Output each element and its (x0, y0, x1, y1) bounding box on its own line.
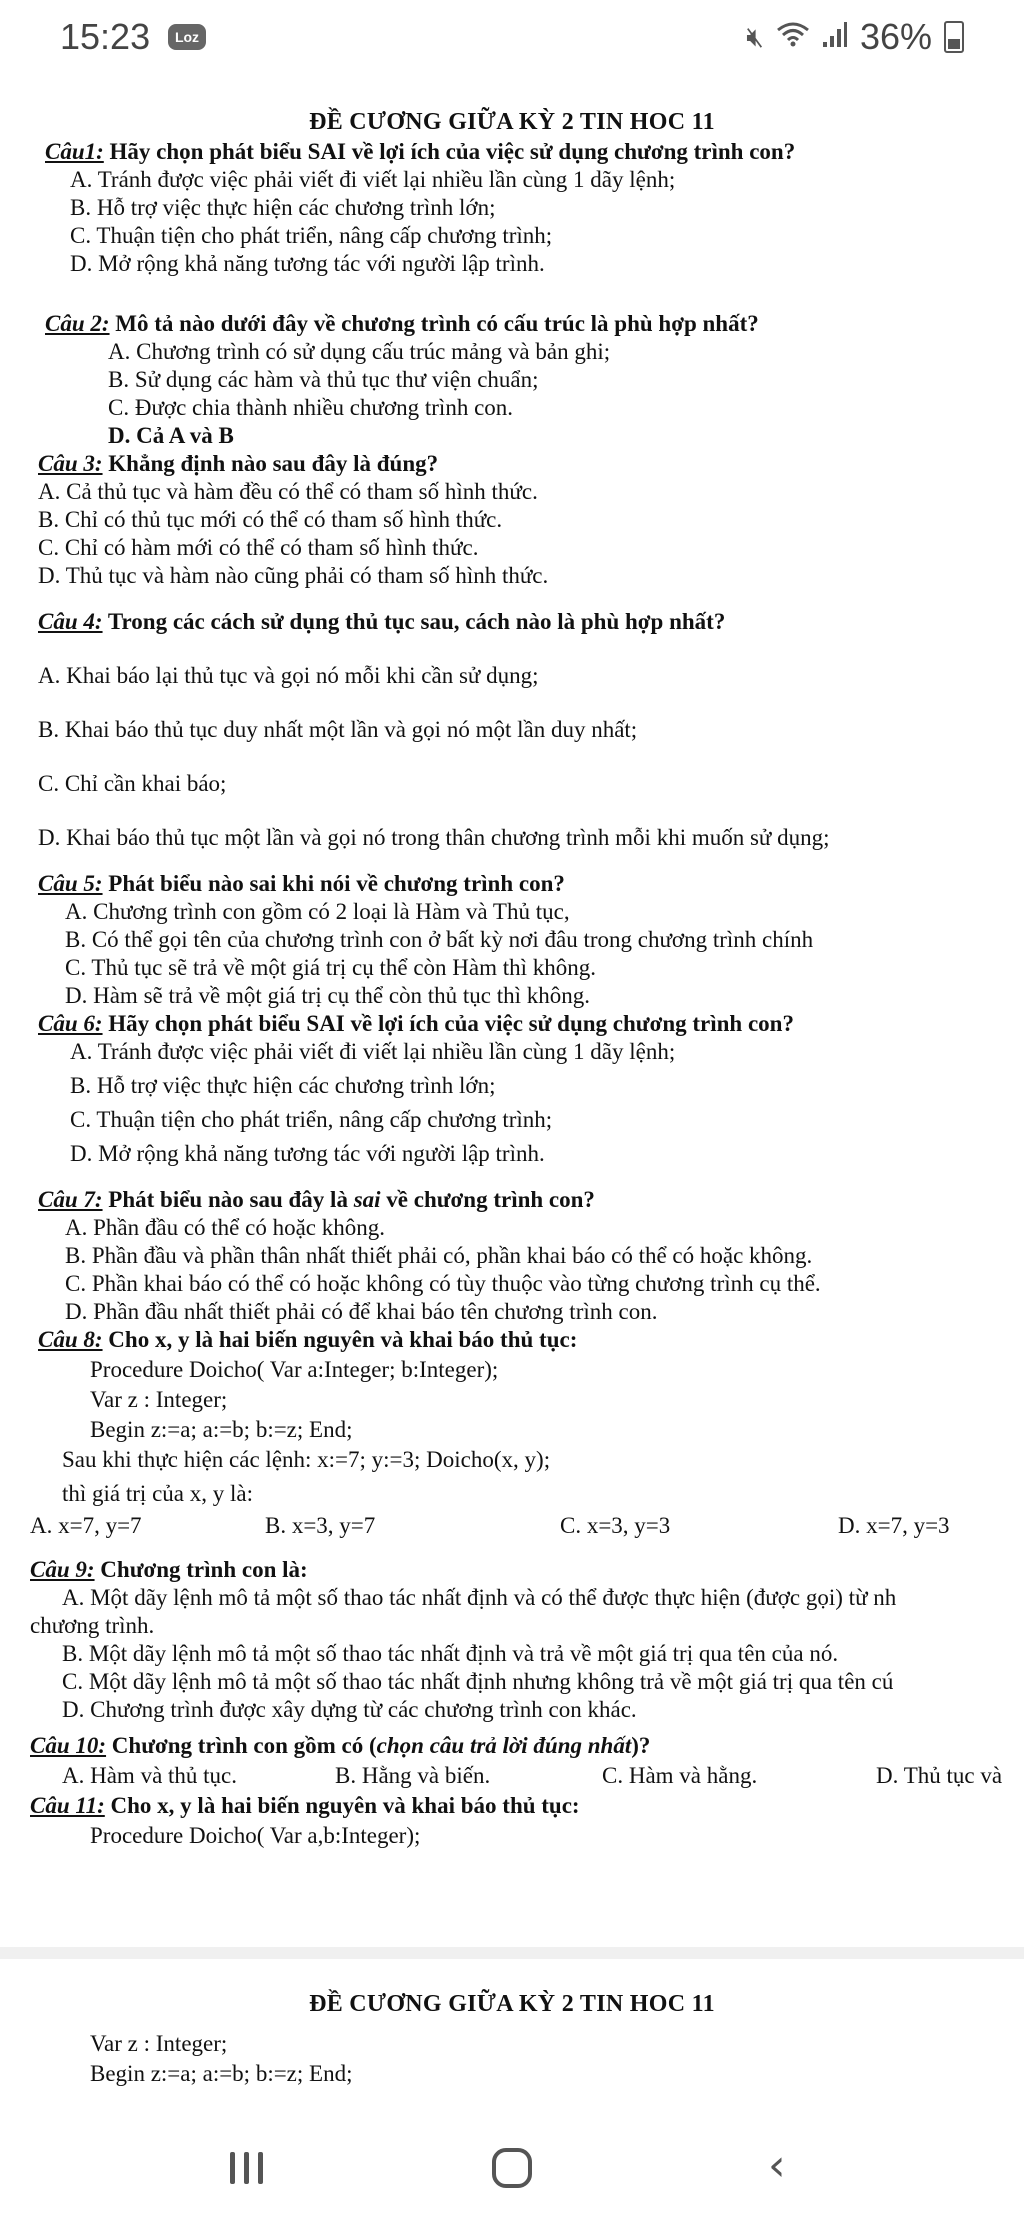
option-b: B. Khai báo thủ tục duy nhất một lần và gọi nó một lần duy nhất; (38, 717, 638, 742)
option-b: B. Hỗ trợ việc thực hiện các chương trình lớn; (70, 195, 496, 220)
question-text-end: )? (631, 1733, 651, 1758)
page-title: ĐỀ CƯƠNG GIỮA KỲ 2 TIN HOC 11 (309, 109, 715, 135)
question-emphasis: sai (353, 1187, 381, 1212)
option-b: B. Hằng và biến. (335, 1763, 491, 1788)
option-d: D. Cả A và B (108, 423, 234, 448)
document-page-2[interactable] (0, 1960, 1024, 2110)
option-a: A. Phần đầu có thể có hoặc không. (65, 1215, 386, 1240)
option-b: B. x=3, y=7 (265, 1513, 376, 1538)
question-label: Câu 6: (38, 1011, 103, 1036)
question-text-end: về chương trình con? (380, 1187, 595, 1212)
page-title: ĐỀ CƯƠNG GIỮA KỲ 2 TIN HOC 11 (309, 1991, 715, 2017)
option-b: B. Chỉ có thủ tục mới có thể có tham số hình thức. (38, 507, 503, 532)
back-icon[interactable]: ‹ (768, 2140, 786, 2191)
question-text: Trong các cách sử dụng thủ tục sau, cách nào là phù hợp nhất? (102, 609, 726, 634)
question-label: Câu 8: (38, 1327, 103, 1352)
code-line: Procedure Doicho( Var a,b:Integer); (90, 1823, 421, 1848)
question-label: Câu 3: (38, 451, 103, 476)
status-bar (0, 0, 1024, 80)
question-5 (38, 870, 565, 898)
question-11 (30, 1792, 580, 1820)
navigation-bar (0, 2110, 1024, 2219)
battery-icon (944, 21, 964, 53)
question-label: Câu 9: (30, 1557, 95, 1582)
option-a: A. Một dãy lệnh mô tả một số thao tác nhất định và có thể được thực hiện (được gọi) từ nh (62, 1585, 897, 1610)
document-page[interactable] (0, 80, 1024, 1940)
instruction-text: Sau khi thực hiện các lệnh: x:=7; y:=3; Doicho(x, y); (62, 1447, 551, 1472)
code-line: Var z : Integer; (90, 2031, 228, 2056)
code-line: Var z : Integer; (90, 1387, 228, 1412)
question-6 (38, 1010, 794, 1038)
question-label: Câu 5: (38, 871, 103, 896)
app-badge-icon: Loz (168, 24, 206, 50)
option-c: C. Thủ tục sẽ trả về một giá trị cụ thể còn Hàm thì không. (65, 955, 597, 980)
question-label: Câu 2: (45, 311, 110, 336)
instruction-text: thì giá trị của x, y là: (62, 1481, 253, 1506)
recent-apps-icon[interactable] (230, 2152, 263, 2184)
question-text: Cho x, y là hai biến nguyên và khai báo thủ tục: (104, 1793, 580, 1818)
question-text: Phát biểu nào sau đây là (102, 1187, 354, 1212)
question-label: Câu 7: (38, 1187, 103, 1212)
option-c: C. Chỉ có hàm mới có thể có tham số hình thức. (38, 535, 479, 560)
wifi-icon (776, 20, 810, 55)
option-a: A. Chương trình có sử dụng cấu trúc mảng và bản ghi; (108, 339, 611, 364)
option-c: C. x=3, y=3 (560, 1513, 671, 1538)
option-a: A. x=7, y=7 (30, 1513, 142, 1538)
option-c: C. Chỉ cần khai báo; (38, 771, 227, 796)
option-d: D. Hàm sẽ trả về một giá trị cụ thể còn thủ tục thì không. (65, 983, 591, 1008)
option-c: C. Hàm và hằng. (602, 1763, 758, 1788)
option-a: A. Tránh được việc phải viết đi viết lại nhiều lần cùng 1 dãy lệnh; (70, 1039, 676, 1064)
option-d: D. Thủ tục và hàm nào cũng phải có tham số hình thức. (38, 563, 549, 588)
option-c: C. Phần khai báo có thể có hoặc không có tùy thuộc vào từng chương trình cụ thể. (65, 1271, 821, 1296)
signal-icon (822, 20, 848, 55)
question-8 (38, 1326, 577, 1354)
question-10 (30, 1732, 650, 1760)
question-text: Hãy chọn phát biểu SAI về lợi ích của việc sử dụng chương trình con? (102, 1011, 794, 1036)
code-line: Procedure Doicho( Var a:Integer; b:Integer); (90, 1357, 499, 1382)
question-2 (45, 310, 759, 338)
question-9 (30, 1556, 308, 1584)
question-text: Khẳng định nào sau đây là đúng? (102, 451, 439, 476)
option-a: A. Cả thủ tục và hàm đều có thể có tham số hình thức. (38, 479, 538, 504)
question-3 (38, 450, 438, 478)
option-d: D. Mở rộng khả năng tương tác với người lập trình. (70, 251, 545, 276)
option-d: D. Thủ tục và (876, 1763, 1003, 1788)
question-text: Cho x, y là hai biến nguyên và khai báo thủ tục: (102, 1327, 578, 1352)
question-7 (38, 1186, 595, 1214)
option-d: D. Chương trình được xây dựng từ các chương trình con khác. (62, 1697, 637, 1722)
option-b: B. Có thể gọi tên của chương trình con ở bất kỳ nơi đâu trong chương trình chính (65, 927, 814, 952)
option-c: C. Được chia thành nhiều chương trình con. (108, 395, 514, 420)
question-label: Câu1: (45, 139, 104, 164)
option-c: C. Thuận tiện cho phát triển, nâng cấp chương trình; (70, 223, 553, 248)
option-b: B. Hỗ trợ việc thực hiện các chương trình lớn; (70, 1073, 496, 1098)
question-4 (38, 608, 725, 636)
option-c: C. Một dãy lệnh mô tả một số thao tác nhất định nhưng không trả về một giá trị qua tên cú (62, 1669, 894, 1694)
option-b: B. Sử dụng các hàm và thủ tục thư viện chuẩn; (108, 367, 539, 392)
option-b: B. Phần đầu và phần thân nhất thiết phải có, phần khai báo có thể có hoặc không. (65, 1243, 813, 1268)
status-time: 15:23 (60, 16, 151, 57)
option-a: A. Chương trình con gồm có 2 loại là Hàm và Thủ tục, (65, 899, 570, 924)
question-emphasis: chọn câu trả lời đúng nhất (376, 1733, 632, 1758)
option-d: D. Phần đầu nhất thiết phải có để khai báo tên chương trình con. (65, 1299, 658, 1324)
battery-text: 36% (859, 16, 932, 57)
question-1 (45, 138, 795, 166)
question-text: Mô tả nào dưới đây về chương trình có cấu trúc là phù hợp nhất? (109, 311, 759, 336)
option-d: D. x=7, y=3 (838, 1513, 950, 1538)
mute-icon: 🔇︎ (746, 20, 764, 52)
question-text: Hãy chọn phát biểu SAI về lợi ích của việc sử dụng chương trình con? (103, 139, 796, 164)
home-icon[interactable] (492, 2148, 532, 2188)
question-label: Câu 11: (30, 1793, 105, 1818)
question-text: Chương trình con gồm có ( (106, 1733, 377, 1758)
option-c: C. Thuận tiện cho phát triển, nâng cấp chương trình; (70, 1107, 553, 1132)
option-d: D. Mở rộng khả năng tương tác với người lập trình. (70, 1141, 545, 1166)
status-right-group (746, 16, 964, 58)
question-label: Câu 10: (30, 1733, 107, 1758)
option-a: A. Tránh được việc phải viết đi viết lại nhiều lần cùng 1 dãy lệnh; (70, 167, 676, 192)
page-divider (0, 1947, 1024, 1959)
option-a: A. Khai báo lại thủ tục và gọi nó mỗi khi cần sử dụng; (38, 663, 539, 688)
option-a: A. Hàm và thủ tục. (62, 1763, 238, 1788)
code-line: Begin z:=a; a:=b; b:=z; End; (90, 1417, 353, 1442)
question-text: Chương trình con là: (94, 1557, 308, 1582)
question-text: Phát biểu nào sai khi nói về chương trình con? (102, 871, 565, 896)
option-d: D. Khai báo thủ tục một lần và gọi nó trong thân chương trình mỗi khi muốn sử dụng; (38, 825, 830, 850)
code-line: Begin z:=a; a:=b; b:=z; End; (90, 2061, 353, 2086)
option-b: B. Một dãy lệnh mô tả một số thao tác nhất định và trả về một giá trị qua tên của nó. (62, 1641, 839, 1666)
option-a-continued: chương trình. (30, 1613, 155, 1638)
question-label: Câu 4: (38, 609, 103, 634)
